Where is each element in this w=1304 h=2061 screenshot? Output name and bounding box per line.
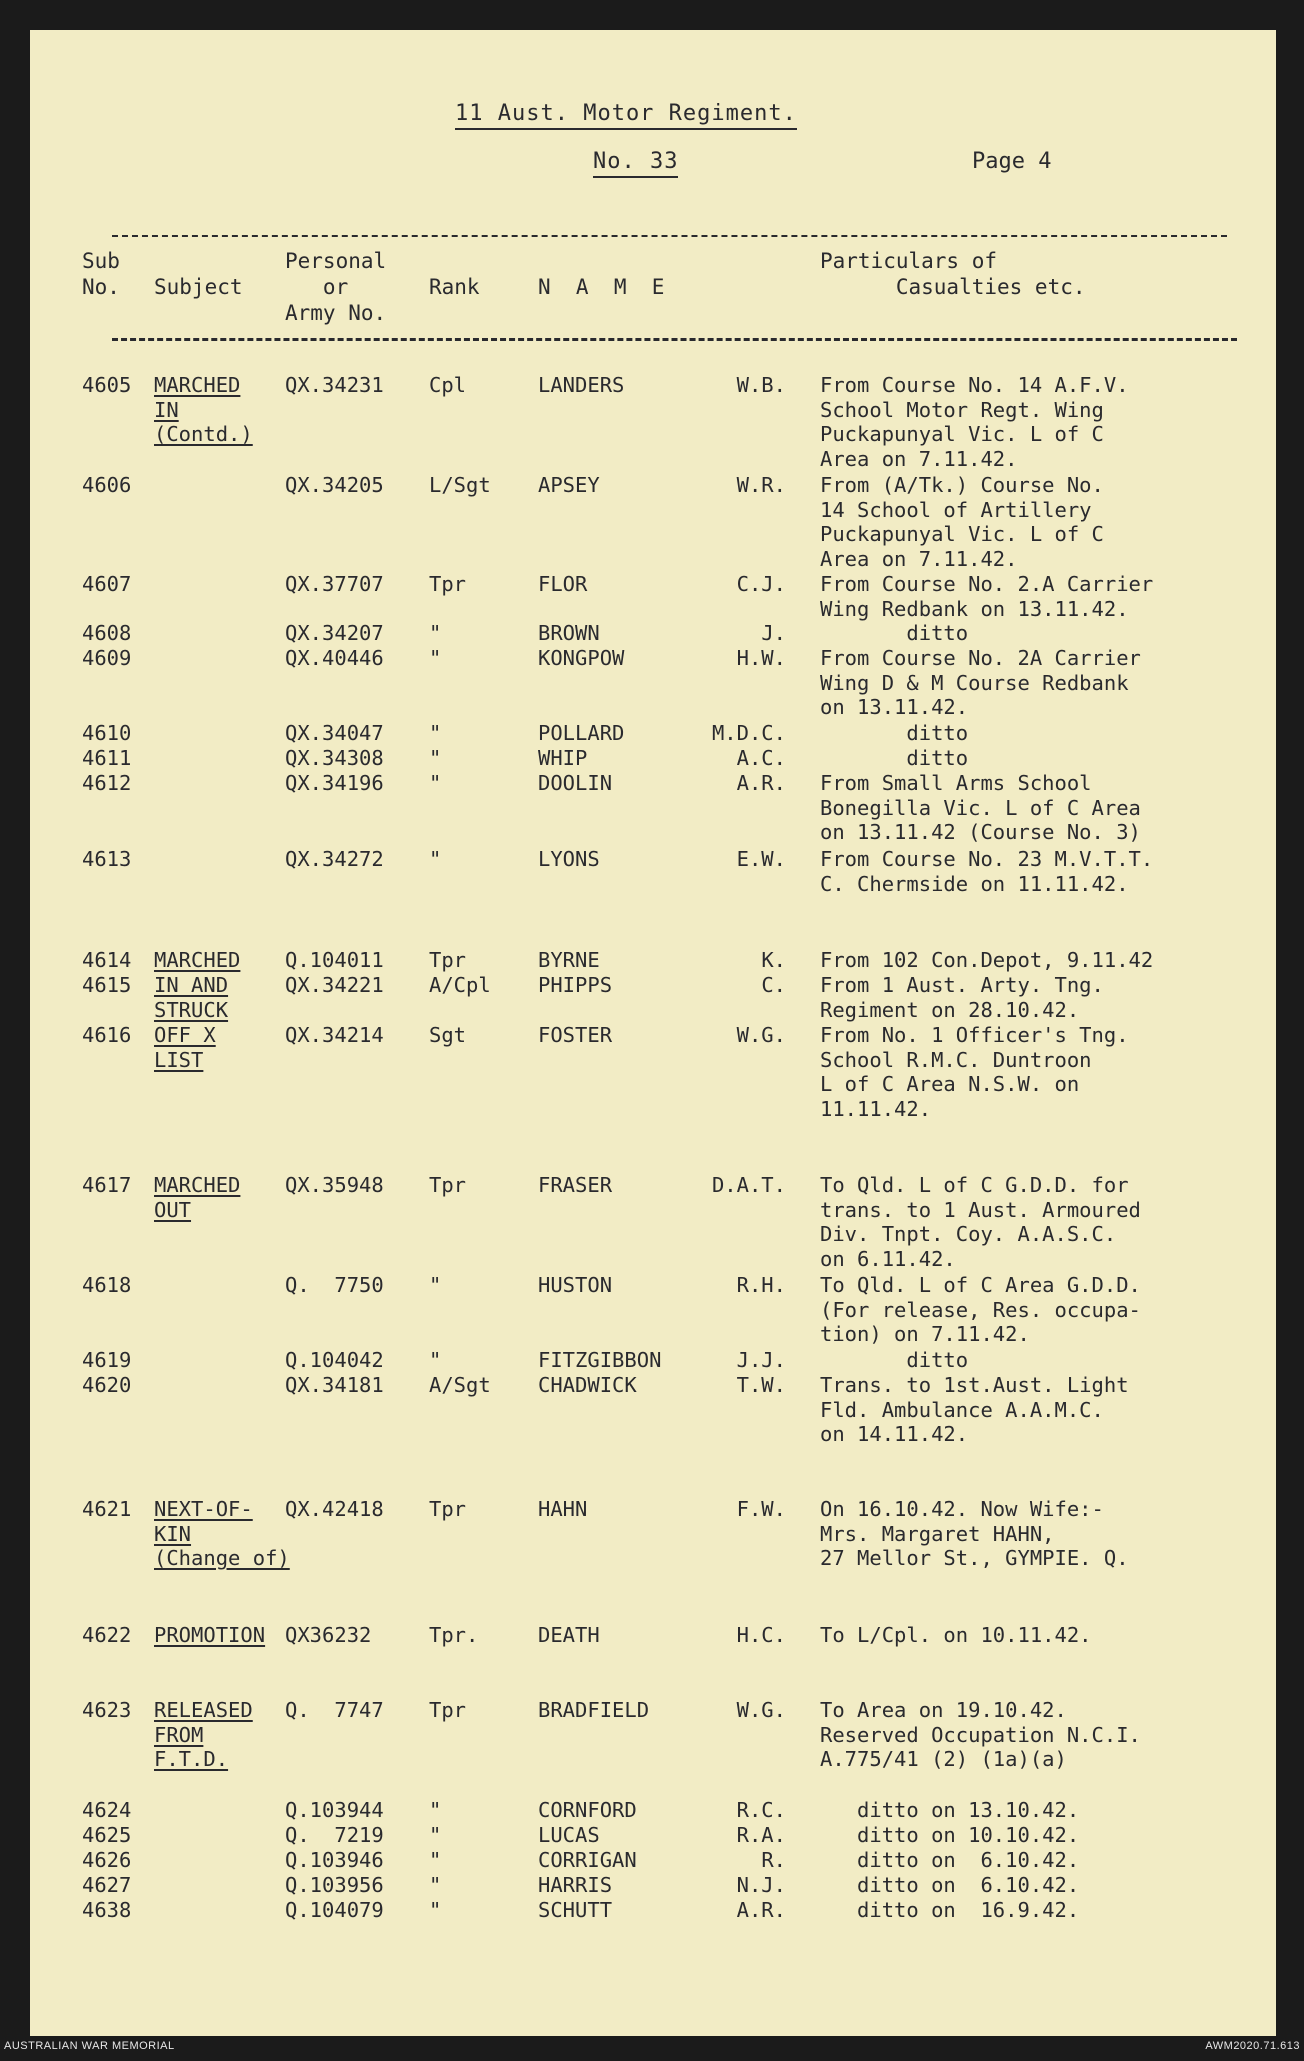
entry-rank: " — [429, 1898, 442, 1922]
entry-number: 4625 — [82, 1823, 132, 1847]
header-name: N A M E — [538, 275, 665, 299]
header-sub-no: Sub No. — [82, 249, 120, 299]
entry-army-number: QX.34205 — [285, 473, 384, 497]
entry-rank: Tpr — [429, 948, 467, 972]
entry-initials: C.J. — [736, 572, 786, 596]
entry-rank: " — [429, 1873, 442, 1897]
footer-accession-number: AWM2020.71.613 — [1205, 2040, 1300, 2052]
order-number: No. 33 — [593, 149, 678, 178]
entry-rank: Tpr. — [429, 1623, 479, 1647]
entry-army-number: Q.104079 — [285, 1898, 384, 1922]
entry-name: DEATH — [538, 1623, 600, 1647]
entry-particulars: ditto on 16.9.42. — [820, 1898, 1080, 1922]
entry-particulars: From 102 Con.Depot, 9.11.42 — [820, 948, 1154, 972]
entry-number: 4620 — [82, 1373, 132, 1397]
entry-army-number: QX.34214 — [285, 1023, 384, 1047]
entry-name: SCHUTT — [538, 1898, 613, 1922]
header-particulars: Particulars of Casualties etc. — [820, 249, 1086, 299]
entry-name: FRASER — [538, 1173, 613, 1197]
entry-number: 4609 — [82, 646, 132, 670]
entry-number: 4613 — [82, 847, 132, 871]
entry-rank: A/Sgt — [429, 1373, 491, 1397]
entry-army-number: Q.103944 — [285, 1798, 384, 1822]
entry-army-number: Q.104042 — [285, 1348, 384, 1372]
entry-name: FITZGIBBON — [538, 1348, 662, 1372]
entry-subject: MARCHED OUT — [154, 1173, 241, 1222]
entry-number: 4617 — [82, 1173, 132, 1197]
entry-particulars: ditto — [820, 746, 969, 770]
entry-rank: Cpl — [429, 373, 467, 397]
entry-initials: R.A. — [736, 1823, 786, 1847]
entry-initials: W.G. — [736, 1023, 786, 1047]
entry-rank: Tpr — [429, 1173, 467, 1197]
entry-particulars: From No. 1 Officer's Tng. School R.M.C. Duntroon L of C Area N.S.W. on 11.11.42. — [820, 1023, 1129, 1121]
entry-initials: N.J. — [736, 1873, 786, 1897]
entry-name: LYONS — [538, 847, 600, 871]
entry-initials: A.C. — [736, 746, 786, 770]
entry-number: 4611 — [82, 746, 132, 770]
entry-rank: " — [429, 646, 442, 670]
entry-number: 4626 — [82, 1848, 132, 1872]
entry-name: DOOLIN — [538, 771, 613, 795]
entry-army-number: Q. 7750 — [285, 1273, 384, 1297]
entry-number: 4616 — [82, 1023, 132, 1047]
entry-number: 4612 — [82, 771, 132, 795]
entry-rank: " — [429, 771, 442, 795]
entry-army-number: QX.34221 — [285, 973, 384, 997]
entry-army-number: QX.34207 — [285, 621, 384, 645]
entry-name: BYRNE — [538, 948, 600, 972]
entry-army-number: QX.34272 — [285, 847, 384, 871]
entry-initials: T.W. — [736, 1373, 786, 1397]
entry-army-number: QX.34181 — [285, 1373, 384, 1397]
entry-initials: W.G. — [736, 1698, 786, 1722]
entry-particulars: From Course No. 23 M.V.T.T. C. Chermside on 11.11.42. — [820, 847, 1154, 896]
entry-initials: R.C. — [736, 1798, 786, 1822]
header-bottom-rule — [112, 338, 1237, 341]
entry-name: HARRIS — [538, 1873, 613, 1897]
entry-initials: H.W. — [736, 646, 786, 670]
entry-army-number: QX.34308 — [285, 746, 384, 770]
entry-initials: A.R. — [736, 771, 786, 795]
entry-particulars: On 16.10.42. Now Wife:- Mrs. Margaret HAHN, 27 Mellor St., GYMPIE. Q. — [820, 1497, 1129, 1571]
page-number: Page 4 — [972, 149, 1052, 174]
entry-initials: C. — [761, 973, 786, 997]
entry-army-number: QX.35948 — [285, 1173, 384, 1197]
entry-rank: " — [429, 1848, 442, 1872]
entry-rank: L/Sgt — [429, 473, 491, 497]
entry-particulars: To L/Cpl. on 10.11.42. — [820, 1623, 1092, 1647]
entry-army-number: QX.40446 — [285, 646, 384, 670]
unit-title: 11 Aust. Motor Regiment. — [455, 101, 797, 130]
entry-number: 4608 — [82, 621, 132, 645]
entry-subject: MARCHED IN (Contd.) — [154, 373, 253, 447]
entry-particulars: ditto on 10.10.42. — [820, 1823, 1080, 1847]
entry-subject: NEXT-OF- KIN (Change of) — [154, 1497, 290, 1571]
entry-army-number: QX.42418 — [285, 1497, 384, 1521]
entry-subject: PROMOTION — [154, 1623, 266, 1647]
footer-institution: AUSTRALIAN WAR MEMORIAL — [4, 2040, 175, 2052]
entry-name: HAHN — [538, 1497, 588, 1521]
entry-rank: " — [429, 1348, 442, 1372]
entry-initials: J.J. — [736, 1348, 786, 1372]
entry-rank: Tpr — [429, 572, 467, 596]
header-top-rule — [112, 235, 1227, 237]
entry-name: LUCAS — [538, 1823, 600, 1847]
entry-name: WHIP — [538, 746, 588, 770]
entry-rank: " — [429, 621, 442, 645]
entry-particulars: From 1 Aust. Arty. Tng. Regiment on 28.10.42. — [820, 973, 1104, 1022]
entry-number: 4638 — [82, 1898, 132, 1922]
entry-name: APSEY — [538, 473, 600, 497]
entry-name: LANDERS — [538, 373, 625, 397]
entry-initials: D.A.T. — [711, 1173, 786, 1197]
entry-particulars: From Course No. 2A Carrier Wing D & M Course Redbank on 13.11.42. — [820, 646, 1141, 720]
entry-initials: K. — [761, 948, 786, 972]
header-personal-no: Personal or Army No. — [285, 249, 387, 325]
entry-name: POLLARD — [538, 721, 625, 745]
entry-name: CORNFORD — [538, 1798, 637, 1822]
entry-initials: H.C. — [736, 1623, 786, 1647]
entry-particulars: ditto on 13.10.42. — [820, 1798, 1080, 1822]
entry-army-number: Q. 7219 — [285, 1823, 384, 1847]
entry-rank: A/Cpl — [429, 973, 491, 997]
entry-rank: " — [429, 1823, 442, 1847]
entry-initials: R. — [761, 1848, 786, 1872]
entry-name: PHIPPS — [538, 973, 613, 997]
header-subject: Subject — [154, 275, 243, 299]
entry-number: 4610 — [82, 721, 132, 745]
entry-number: 4627 — [82, 1873, 132, 1897]
entry-rank: " — [429, 746, 442, 770]
entry-subject: OFF X LIST — [154, 1023, 216, 1072]
entry-number: 4605 — [82, 373, 132, 397]
entry-particulars: ditto — [820, 1348, 969, 1372]
entry-number: 4623 — [82, 1698, 132, 1722]
entry-initials: W.B. — [736, 373, 786, 397]
entry-rank: Sgt — [429, 1023, 467, 1047]
entry-initials: W.R. — [736, 473, 786, 497]
entry-initials: F.W. — [736, 1497, 786, 1521]
entry-particulars: From (A/Tk.) Course No. 14 School of Artillery Puckapunyal Vic. L of C Area on 7.11.42. — [820, 473, 1104, 571]
entry-name: CORRIGAN — [538, 1848, 637, 1872]
entry-particulars: From Course No. 14 A.F.V. School Motor Regt. Wing Puckapunyal Vic. L of C Area on 7.11.42. — [820, 373, 1129, 471]
entry-subject: RELEASED FROM F.T.D. — [154, 1698, 253, 1772]
entry-number: 4607 — [82, 572, 132, 596]
entry-army-number: QX.34047 — [285, 721, 384, 745]
entry-particulars: To Qld. L of C G.D.D. for trans. to 1 Aust. Armoured Div. Tnpt. Coy. A.A.S.C. on 6.11.42. — [820, 1173, 1141, 1271]
entry-particulars: ditto — [820, 721, 969, 745]
entry-initials: A.R. — [736, 1898, 786, 1922]
entry-name: FLOR — [538, 572, 588, 596]
entry-rank: Tpr — [429, 1497, 467, 1521]
entry-particulars: Trans. to 1st.Aust. Light Fld. Ambulance A.A.M.C. on 14.11.42. — [820, 1373, 1129, 1447]
entry-army-number: QX.34196 — [285, 771, 384, 795]
entry-name: HUSTON — [538, 1273, 613, 1297]
entry-army-number: QX.34231 — [285, 373, 384, 397]
entry-army-number: Q.104011 — [285, 948, 384, 972]
document-page — [30, 30, 1276, 2036]
entry-subject: IN AND STRUCK — [154, 973, 229, 1022]
entry-rank: " — [429, 847, 442, 871]
entry-name: KONGPOW — [538, 646, 625, 670]
entry-number: 4606 — [82, 473, 132, 497]
entry-name: CHADWICK — [538, 1373, 637, 1397]
entry-particulars: To Qld. L of C Area G.D.D. (For release, Res. occupa- tion) on 7.11.42. — [820, 1273, 1141, 1347]
entry-number: 4615 — [82, 973, 132, 997]
entry-number: 4621 — [82, 1497, 132, 1521]
entry-army-number: Q.103946 — [285, 1848, 384, 1872]
entry-rank: " — [429, 721, 442, 745]
header-rank: Rank — [429, 275, 480, 299]
entry-number: 4622 — [82, 1623, 132, 1647]
entry-name: FOSTER — [538, 1023, 613, 1047]
entry-number: 4614 — [82, 948, 132, 972]
entry-rank: " — [429, 1273, 442, 1297]
entry-initials: M.D.C. — [711, 721, 786, 745]
entry-initials: E.W. — [736, 847, 786, 871]
entry-particulars: From Small Arms School Bonegilla Vic. L of C Area on 13.11.42 (Course No. 3) — [820, 771, 1141, 845]
entry-particulars: ditto on 6.10.42. — [820, 1848, 1080, 1872]
entry-rank: Tpr — [429, 1698, 467, 1722]
entry-particulars: From Course No. 2.A Carrier Wing Redbank on 13.11.42. — [820, 572, 1154, 621]
entry-army-number: Q.103956 — [285, 1873, 384, 1897]
entry-army-number: Q. 7747 — [285, 1698, 384, 1722]
entry-particulars: ditto — [820, 621, 969, 645]
entry-name: BROWN — [538, 621, 600, 645]
entry-initials: J. — [761, 621, 786, 645]
entry-subject: MARCHED — [154, 948, 241, 972]
entry-number: 4624 — [82, 1798, 132, 1822]
entry-number: 4618 — [82, 1273, 132, 1297]
entry-number: 4619 — [82, 1348, 132, 1372]
entry-name: BRADFIELD — [538, 1698, 650, 1722]
entry-army-number: QX.37707 — [285, 572, 384, 596]
entry-particulars: To Area on 19.10.42. Reserved Occupation N.C.I. A.775/41 (2) (1a)(a) — [820, 1698, 1141, 1772]
entry-army-number: QX36232 — [285, 1623, 372, 1647]
entry-rank: " — [429, 1798, 442, 1822]
entry-initials: R.H. — [736, 1273, 786, 1297]
entry-particulars: ditto on 6.10.42. — [820, 1873, 1080, 1897]
